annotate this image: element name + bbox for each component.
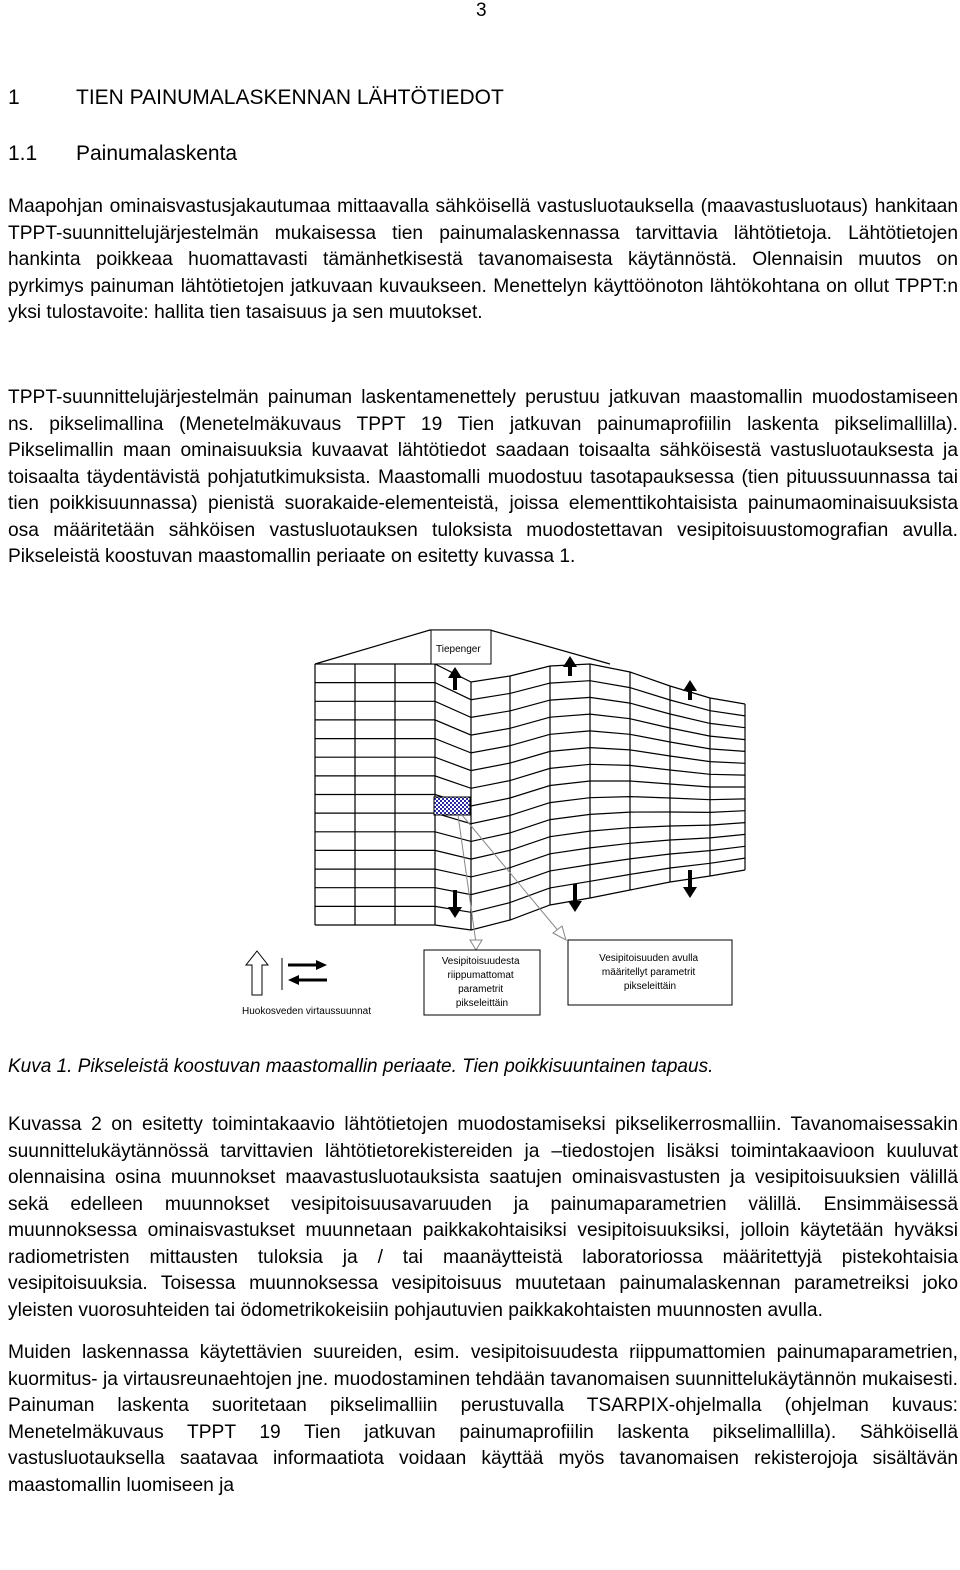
grid-horizontal-line [315,731,745,753]
grid-horizontal-line [315,714,745,740]
flow-legend-label: Huokosveden virtaussuunnat [242,1006,371,1017]
paragraph-other-quantities: Muiden laskennassa käytettävien suureiden, esim. vesipitoisuudesta riippumattomien painumaparametrien, kuormitus- ja virtausreunaehtojen jne. muodostaminen tehdään tavanomaisen suunnittelukäytännön mukaisesti. Painuman laskenta suoritetaan pikselimalliin perustuvalla TSARPIX-ohjelmalla (ohjelman kuvaus: Menetelmäkuvaus TPPT 19 Tien jatkuvan painumaprofiilin laskenta pikselimallilla). Sähköisellä vastusluotauksella saatavaa informaatiota voidaan käyttää myös tavanomaisen rekisterojoja sisältävän maastomallin luomiseen ja [8,1342,958,1496]
grid-horizontal-line [315,664,745,704]
pixel-model-figure [0,600,960,1030]
flow-legend [242,951,371,1017]
section-heading [8,142,237,166]
chapter-number: 1 [8,86,20,109]
pixel-grid [315,664,745,930]
highlighted-pixel [434,797,470,815]
grid-horizontal-line [315,781,745,806]
up-arrow-icon [246,951,268,995]
grid-horizontal-line [315,846,745,894]
tiepenger-label: Tiepenger [436,644,481,655]
chapter-heading [8,86,504,110]
grid-horizontal-line [315,834,745,877]
grid-horizontal-line [315,870,745,930]
page-number: 3 [476,0,487,21]
bidirectional-arrow-icon [288,960,327,985]
chapter-title: TIEN PAINUMALASKENNAN LÄHTÖTIEDOT [76,86,504,109]
section-number: 1.1 [8,142,38,165]
paragraph-workflow: Kuvassa 2 on esitetty toimintakaavio lähtötietojen muodostamiseksi pikselikerrosmalliin. Tavanomaisessakin suunnittelukäytännössä tarvittavien lähtötietorekistereiden ja –tiedostojen lisäksi toimintakaavioon kuuluvat olennaisina osina muunnokset maavastusluotauksista saatujen ominaisvastusten ja vesipitoisuuksien välillä sekä edelleen muunnokset vesipitoisuusavaruuden ja painumaparametrien välillä. Ensimmäisessä muunnoksessa ominaisvastukset muunnetaan paikkakohtaisiksi vesipitoisuuksiksi, jolloin käytetään hyväksi radiometristen mittausten tuloksia ja / tai maanäytteistä laboratoriossa määritettyjä pistekohtaisia vesipitoisuuksia. Toisessa muunnoksessa vesipitoisuus muutetaan painumalaskennan parametreiksi joko yleisten vuorosuhteiden tai ödometrikokeisiin pohjautuvien paikkakohtaisten muunnosten avulla. [8,1114,958,1321]
grid-arrows [448,656,697,918]
grid-horizontal-line [315,797,745,824]
paragraph-pixel-model: TPPT-suunnittelujärjestelmän painuman laskentamenettely perustuu jatkuvan maastomallin muodostamiseen ns. pikselimallina (Menetelmäkuvaus TPPT 19 Tien jatkuvan painumaprofiilin laskenta pikselimallilla). Pikselimallin maan ominaisuuksia kuvaavat lähtötiedot saadaan toisaalta sähköisestä vastusluotauksesta ja toisaalta täydentävistä pohjatutkimuksista. Maastomalli muodostuu tasotapauksessa (tien pituussuunnassa tai tien poikkisuunnassa) pienistä suorakaide-elementeistä, joissa elementtikohtaisista painumaominaisuuksista osa määritetään sähköisen vastusluotauksen tuloksista muodostettavan vesipitoisuustomografian avulla. Pikseleistä koostuvan maastomallin periaate on esitetty kuvassa 1. [8,387,958,567]
figure-caption: Kuva 1. Pikseleistä koostuvan maastomallin periaate. Tien poikkisuuntainen tapaus. [8,1056,714,1077]
grid-horizontal-line [315,748,745,771]
grid-horizontal-line [315,681,745,716]
paragraph-intro: Maapohjan ominaisvastusjakautumaa mittaavalla sähköisellä vastusluotauksella (maavastusluotaus) hankitaan TPPT-suunnittelujärjestelmän mukaisessa tien painumalaskennassa tarvittavia lähtötietoja. Lähtötietojen hankinta poikkeaa huomattavasti tämänhetkisestä tavanomaisesta käytännöstä. Olennaisin muutos on pyrkimys painuman lähtötietojen jatkuvaan kuvaukseen. Menettelyn käyttöönoton lähtökohtana on ollut TPPT:n yksi tulostavoite: hallita tien tasaisuus ja sen muutokset. [8,196,958,323]
section-title: Painumalaskenta [76,142,238,165]
dependent-params-label: Vesipitoisuudesta riippumattomat parametrit pikseleittäin [441,956,520,1009]
grid-horizontal-line [315,858,745,912]
defined-params-label: Vesipitoisuuden avulla määritellyt parametrit pikseleittäin [599,953,699,992]
